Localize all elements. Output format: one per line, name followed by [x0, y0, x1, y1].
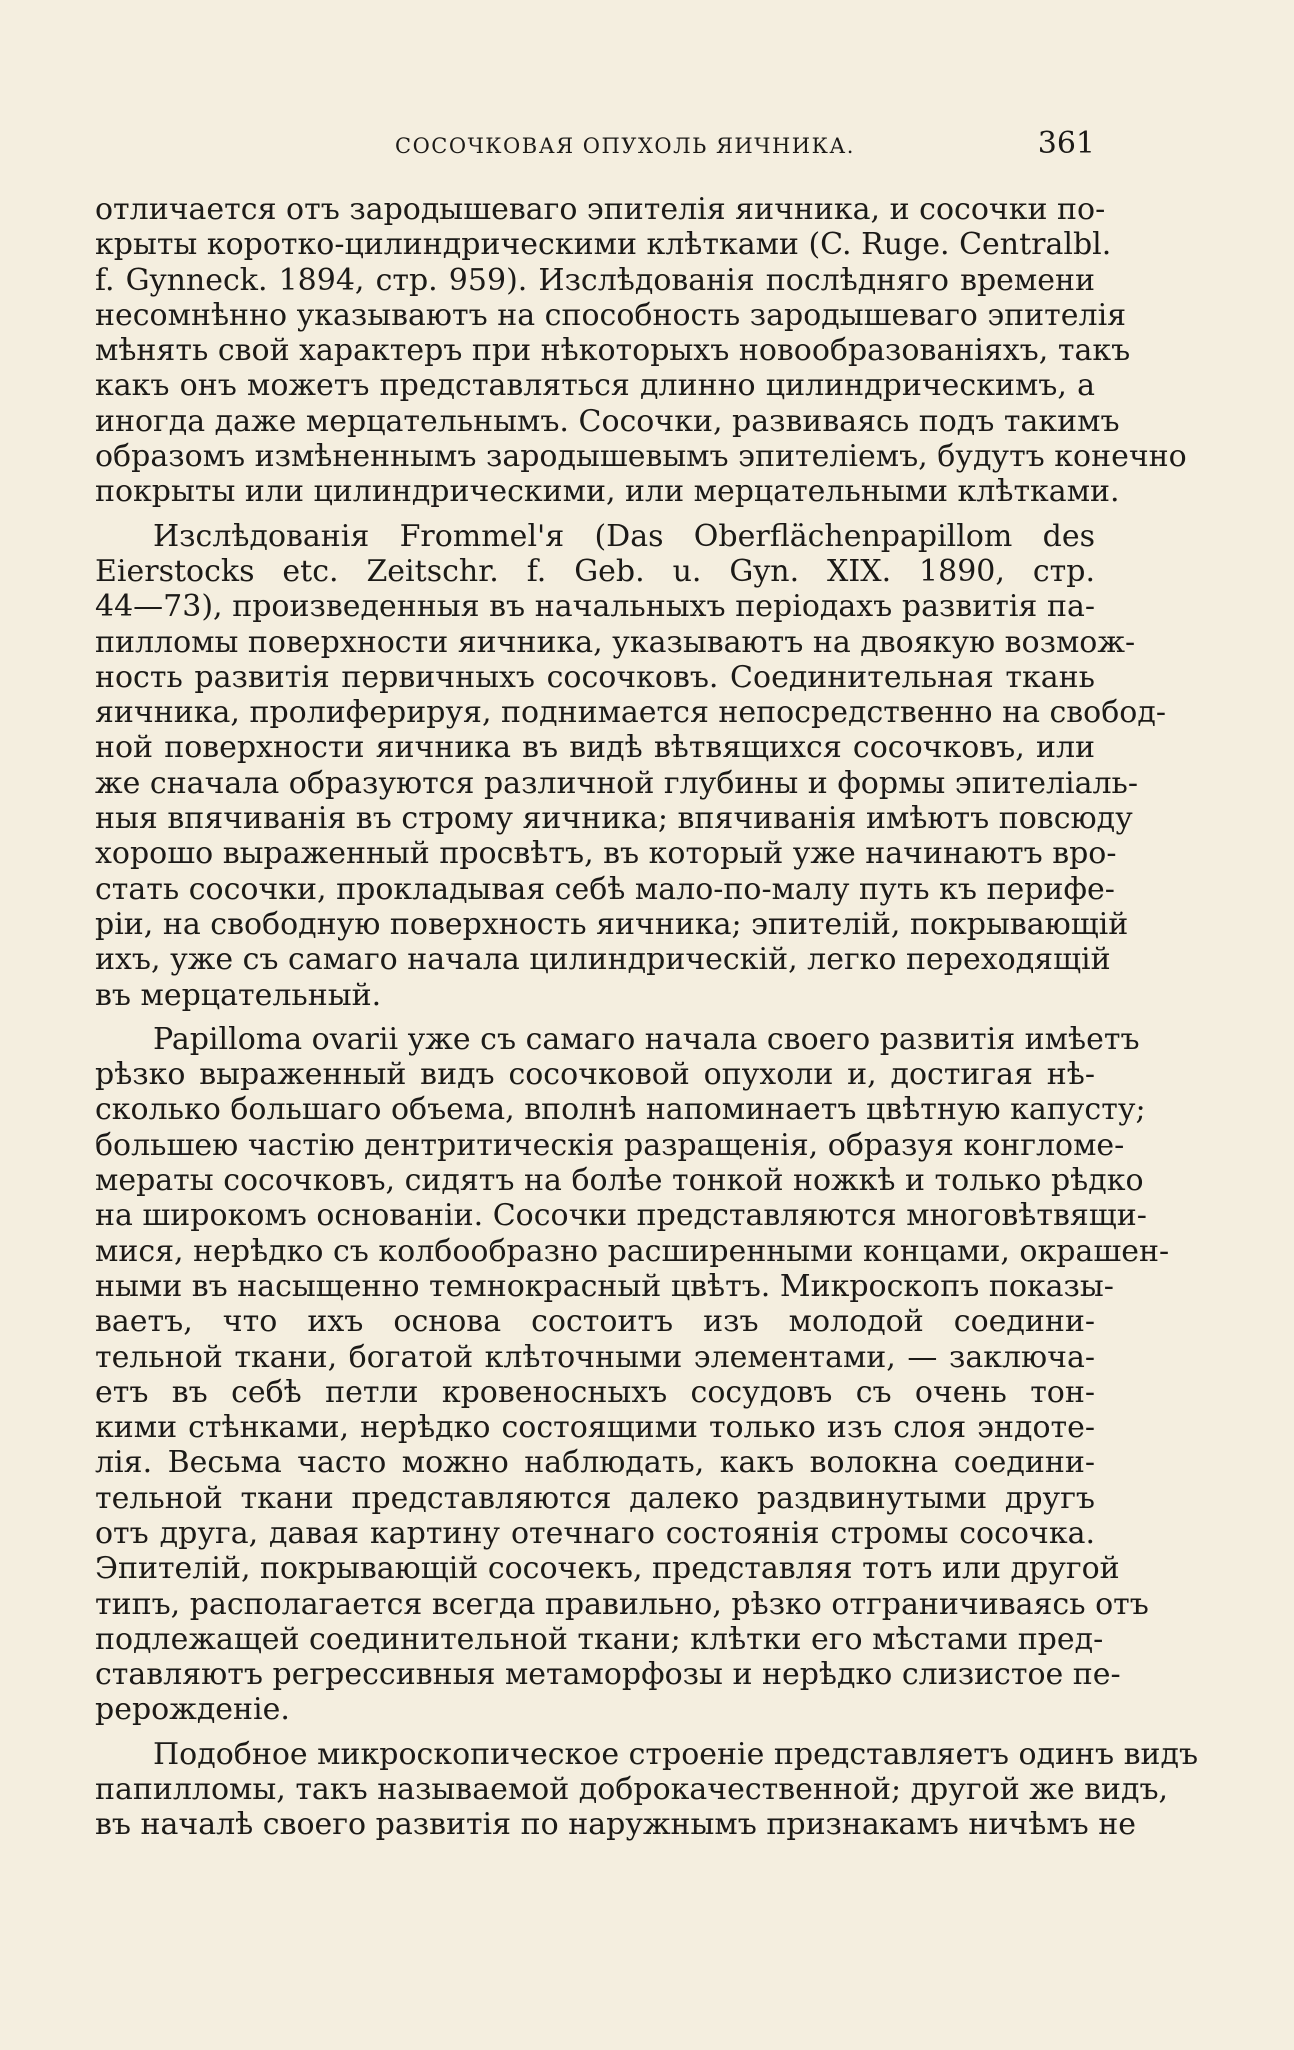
text-line: хорошо выраженный просвѣтъ, въ который уже начинаютъ вро- [95, 836, 1117, 872]
text-line: Эпителій, покрывающій сосочекъ, представляя тотъ или другой [95, 1551, 1120, 1587]
paragraph-4 [95, 1736, 1199, 1843]
text-line: ріи, на свободную поверхность яичника; эпителій, покрывающій [95, 906, 1129, 942]
text-line: тельной ткани представляются далеко раздвинутыми другъ [95, 1480, 1095, 1516]
paragraph-2 [95, 518, 1166, 1013]
text-line: ной поверхности яичника въ видѣ вѣтвящихся сосочковъ, или [95, 730, 1095, 766]
text-line: пилломы поверхности яичника, указываютъ на двоякую возмож- [95, 624, 1136, 660]
text-line: въ началѣ своего развитія по наружнымъ признакамъ ничѣмъ не [95, 1807, 1137, 1843]
text-line: рерожденіе. [95, 1692, 290, 1728]
text-line: ность развитія первичныхъ сосочковъ. Соединительная ткань [95, 659, 1095, 695]
text-line: образомъ измѣненнымъ зародышевымъ эпителіемъ, будутъ конечно [95, 439, 1187, 475]
text-line: мѣнять свой характеръ при нѣкоторыхъ новообразованіяхъ, такъ [95, 333, 1131, 369]
page-header [95, 126, 1095, 166]
text-line: 44—73), произведенныя въ начальныхъ періодахъ развитія па- [95, 589, 1095, 625]
text-line: кими стѣнками, нерѣдко состоящими только изъ слоя эндоте- [95, 1410, 1095, 1446]
text-line: несомнѣнно указываютъ на способность зародышеваго эпителія [95, 297, 1127, 333]
text-line: на широкомъ основаніи. Сосочки представляются многовѣтвящи- [95, 1198, 1147, 1234]
text-line: Изслѣдованія Frommel'я (Das Oberflächenpapillom des [153, 518, 1095, 554]
text-line: Eierstocks etc. Zeitschr. f. Geb. u. Gyn. XIX. 1890, стр. [95, 553, 1095, 589]
text-line: ихъ, уже съ самаго начала цилиндрическій, легко переходящій [95, 942, 1111, 978]
text-line: стать сосочки, прокладывая себѣ мало-по-малу путь къ перифе- [95, 871, 1115, 907]
paragraph-1 [95, 192, 1187, 510]
text-line: Papilloma ovarii уже съ самаго начала своего развитія имѣетъ [153, 1021, 1140, 1057]
text-line: тельной ткани, богатой клѣточными элементами, — заключа- [95, 1339, 1095, 1375]
page-number: 361 [1037, 126, 1095, 161]
text-line: мися, нерѣдко съ колбообразно расширенными концами, окрашен- [95, 1233, 1170, 1269]
text-line: лія. Весьма часто можно наблюдать, какъ волокна соедини- [95, 1445, 1095, 1481]
text-line: же сначала образуются различной глубины и формы эпителіаль- [95, 765, 1139, 801]
text-line: яичника, пролиферируя, поднимается непосредственно на свобод- [95, 695, 1166, 731]
text-line: ставляютъ регрессивныя метаморфозы и нерѣдко слизистое пе- [95, 1657, 1121, 1693]
text-line: етъ въ себѣ петли кровеносныхъ сосудовъ съ очень тон- [95, 1374, 1095, 1410]
text-line: какъ онъ можетъ представляться длинно цилиндрическимъ, а [95, 368, 1095, 404]
text-line: отличается отъ зародышеваго эпителія яичника, и сосочки по- [95, 192, 1106, 227]
text-line: ваетъ, что ихъ основа состоитъ изъ молодой соедини- [95, 1304, 1095, 1340]
text-line: сколько большаго объема, вполнѣ напоминаетъ цвѣтную капусту; [95, 1092, 1146, 1128]
text-line: f. Gynneck. 1894, стр. 959). Изслѣдованія послѣдняго времени [95, 262, 1095, 298]
text-line: отъ друга, давая картину отечнаго состоянія стромы сосочка. [95, 1515, 1095, 1551]
running-title: СОСОЧКОВАЯ ОПУХОЛЬ ЯИЧНИКА. [395, 134, 855, 158]
text-line: рѣзко выраженный видъ сосочковой опухоли и, достигая нѣ- [95, 1057, 1095, 1093]
text-line: подлежащей соединительной ткани; клѣтки его мѣстами пред- [95, 1621, 1104, 1657]
text-line: въ мерцательный. [95, 977, 382, 1013]
text-line: папилломы, такъ называемой доброкачественной; другой же видъ, [95, 1772, 1169, 1808]
text-line: Подобное микроскопическое строеніе представляетъ одинъ видъ [153, 1736, 1199, 1772]
text-line: большею частію дентритическія разращенія, образуя конгломе- [95, 1127, 1125, 1163]
paragraph-3 [95, 1021, 1170, 1728]
body-text [95, 192, 1199, 1852]
text-line: типъ, располагается всегда правильно, рѣзко отграничиваясь отъ [95, 1586, 1149, 1622]
text-line: ныя впячиванія въ строму яичника; впячиванія имѣютъ повсюду [95, 801, 1133, 837]
text-line: ными въ насыщенно темнокрасный цвѣтъ. Микроскопъ показы- [95, 1268, 1114, 1304]
text-line: крыты коротко-цилиндрическими клѣтками (C. Ruge. Centralbl. [95, 227, 1112, 263]
text-line: иногда даже мерцательнымъ. Сосочки, развиваясь подъ такимъ [95, 403, 1120, 439]
text-line: покрыты или цилиндрическими, или мерцательными клѣтками. [95, 474, 1120, 510]
text-line: мераты сосочковъ, сидятъ на болѣе тонкой ножкѣ и только рѣдко [95, 1163, 1144, 1199]
